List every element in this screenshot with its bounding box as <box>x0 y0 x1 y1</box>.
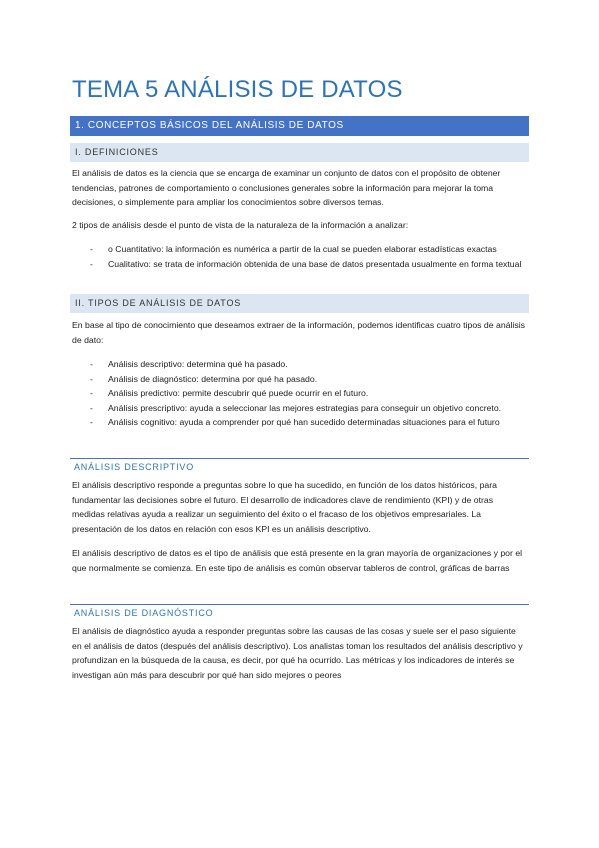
bullet-dash: - <box>90 244 93 254</box>
bullet-dash: - <box>90 373 93 384</box>
list-item <box>72 372 527 387</box>
list-item-text: Análisis prescriptivo: ayuda a seleccionar las mejores estrategias para conseguir un objetivo concreto. <box>108 402 502 413</box>
bullet-dash: - <box>90 359 93 369</box>
list-item <box>72 242 527 257</box>
document-title: TEMA 5 ANÁLISIS DE DATOS <box>72 76 403 103</box>
tipos-list <box>72 357 527 430</box>
bullet-dash: - <box>90 388 93 398</box>
list-item <box>72 415 527 430</box>
diagnostico-paragraph: El análisis de diagnóstico ayuda a responder preguntas sobre las causas de las cosas y suele ser el paso siguiente en el análisis de datos (después del análisis descriptivo). Los analistas toman los resultados del análisis descriptivo y profundizan en la búsqueda de la causa, es decir, por qué ha ocurrido. Las métricas y los indicadores de interés se investigan aún más para descubrir por qué han sido mejores o peores <box>72 626 523 680</box>
heading-analisis-descriptivo: ANÁLISIS DESCRIPTIVO <box>70 458 529 475</box>
list-item <box>72 386 527 401</box>
tipos-naturaleza-paragraph: 2 tipos de análisis desde el punto de vista de la naturaleza de la información a analizar: <box>72 220 409 230</box>
definiciones-paragraph: El análisis de datos es la ciencia que se encarga de examinar un conjunto de datos con el propósito de obtener tendencias, patrones de comportamiento o conclusiones generales sobre la información para mejorar la toma decisiones, o simplemente para ampliar los conocimientos sobre diversos temas. <box>72 168 501 207</box>
list-item-text: Análisis predictivo: permite descubrir qué puede ocurrir en el futuro. <box>108 388 369 398</box>
list-item-text: Cualitativo: se trata de información obtenida de una base de datos presentada usualmente en forma textual <box>108 258 522 269</box>
list-item-text: Análisis descriptivo: determina qué ha pasado. <box>108 359 288 369</box>
heading-analisis-diagnostico: ANÁLISIS DE DIAGNÓSTICO <box>70 604 529 621</box>
list-item-text: Análisis cognitivo: ayuda a comprender por qué han sucedido determinadas situaciones para el futuro <box>108 417 500 427</box>
section-heading-conceptos: 1. CONCEPTOS BÁSICOS DEL ANÁLISIS DE DATOS <box>70 116 529 136</box>
list-item <box>72 357 527 372</box>
subsection-heading-tipos: II. TIPOS DE ANÁLISIS DE DATOS <box>70 294 529 313</box>
list-item-text: Análisis de diagnóstico: determina por qué ha pasado. <box>108 373 318 384</box>
bullet-dash: - <box>90 258 93 269</box>
naturaleza-list <box>72 242 527 271</box>
list-item-text: o Cuantitativo: la información es numérica a partir de la cual se pueden elaborar estadísticas exactas <box>108 244 497 254</box>
list-item <box>72 257 527 272</box>
tipos-intro-paragraph: En base al tipo de conocimiento que deseamos extraer de la información, podemos identificas cuatro tipos de análisis de dato: <box>72 320 525 345</box>
descriptivo-paragraph-1: El análisis descriptivo responde a preguntas sobre lo que ha sucedido, en función de los datos históricos, para fundamentar las decisiones sobre el futuro. El desarrollo de indicadores clave de rendimiento (KPI) y de otras medidas relativas ayuda a realizar un seguimiento del éxito o el fracaso de los objetivos empresariales. La presentación de los datos en relación con esos KPI es un análisis descriptivo. <box>72 480 497 534</box>
subsection-heading-definiciones: I. DEFINICIONES <box>70 143 529 162</box>
bullet-dash: - <box>90 417 93 427</box>
descriptivo-paragraph-2: El análisis descriptivo de datos es el tipo de análisis que está presente en la gran mayoría de organizaciones y por el que normalmente se comienza. En este tipo de análisis es común observar tableros de control, gráficas de barras <box>72 548 523 573</box>
bullet-dash: - <box>90 402 93 413</box>
list-item <box>72 401 527 416</box>
